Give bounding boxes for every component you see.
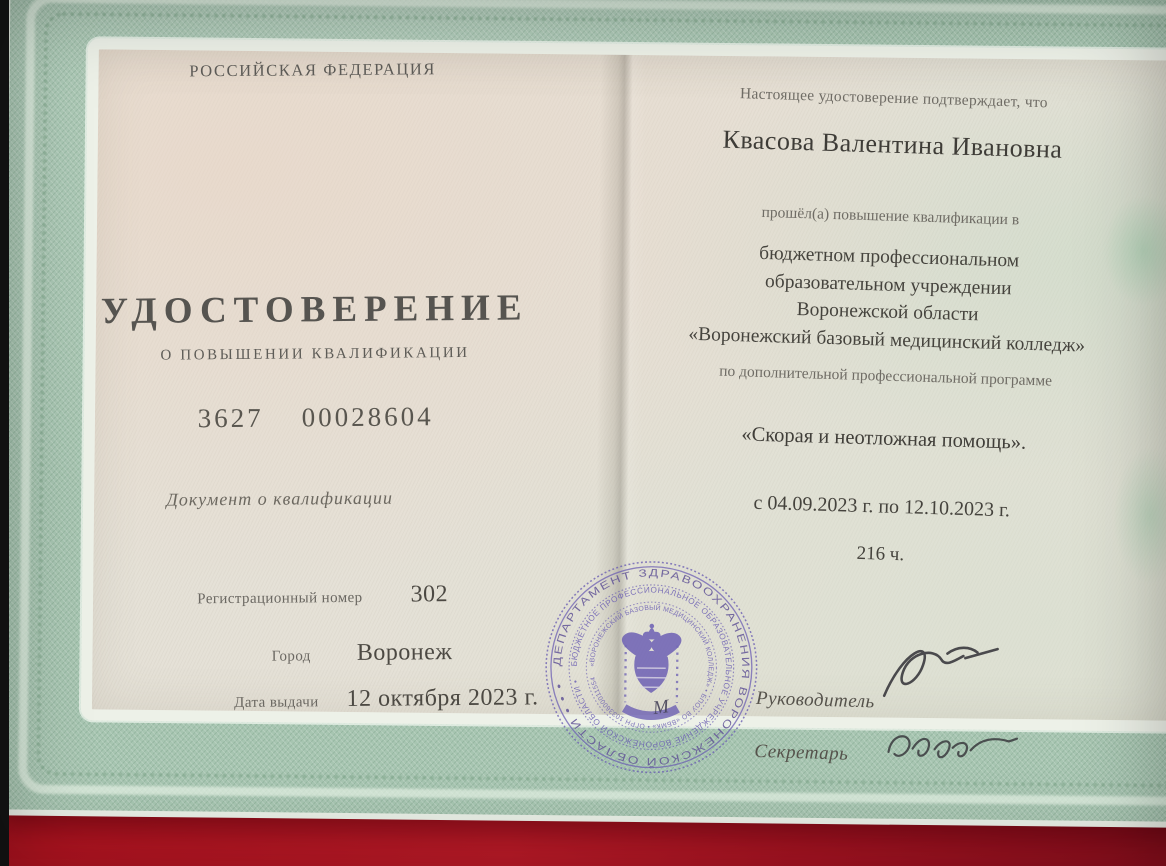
stamp-center-mark: М — [651, 696, 671, 720]
institution-line: Воронежской области — [796, 298, 979, 326]
document-subtitle: О ПОВЫШЕНИИ КВАЛИФИКАЦИИ — [160, 344, 470, 364]
document-blank-number: 00028604 — [301, 401, 434, 433]
confirmation-line: Настоящее удостоверение подтверждает, что — [739, 85, 1049, 112]
certificate-pages — [81, 38, 1166, 768]
head-signature — [868, 633, 1020, 709]
document-series: 3627 — [197, 402, 264, 434]
stamp-middle-ring-text: БЮДЖЕТНОЕ ПРОФЕССИОНАЛЬНОЕ ОБРАЗОВАТЕЛЬНОЕ УЧРЕЖДЕНИЕ ВОРОНЕЖСКОЙ ОБЛАСТИ • — [569, 585, 734, 749]
institution-line: «Воронежский базовый медицинский колледж» — [688, 323, 1086, 357]
official-round-stamp — [540, 556, 762, 778]
secretary-label: Секретарь — [754, 740, 849, 765]
registration-number-row — [197, 581, 448, 610]
city-label: Город — [271, 648, 311, 665]
issue-date-row — [234, 684, 539, 714]
issue-date-value: 12 октября 2023 г. — [346, 684, 539, 713]
training-hours: 216 ч. — [856, 542, 905, 566]
city-row — [272, 639, 453, 668]
stamp-inner-ring-text: «ВОРОНЕЖСКИЙ БАЗОВЫЙ МЕДИЦИНСКИЙ КОЛЛЕДЖ» • БПОУ ВО «ВБМК» • ОГРН 1033600011554 — [588, 604, 714, 730]
document-title: УДОСТОВЕРЕНИЕ — [100, 287, 529, 333]
country-heading: РОССИЙСКАЯ ФЕДЕРАЦИЯ — [189, 59, 437, 81]
holder-name: Квасова Валентина Ивановна — [722, 124, 1063, 164]
city-value: Воронеж — [356, 639, 453, 666]
stamp-outer-ring-text: ДЕПАРТАМЕНТ ЗДРАВООХРАНЕНИЯ ВОРОНЕЖСКОЙ ОБЛАСТИ • • • — [551, 567, 752, 768]
completed-line: прошёл(а) повышение квалификации в — [761, 203, 1020, 229]
stamp-emblem — [621, 623, 681, 693]
registration-number-value: 302 — [410, 581, 449, 608]
institution-line: бюджетном профессиональном — [758, 242, 1020, 272]
left-page — [92, 50, 603, 714]
head-label: Руководитель — [755, 687, 875, 713]
document-number — [96, 400, 536, 435]
training-period: с 04.09.2023 г. по 12.10.2023 г. — [753, 491, 1011, 522]
institution-block — [636, 236, 1139, 361]
document-type-line: Документ о квалификации — [166, 487, 393, 510]
program-label: по дополнительной профессиональной программе — [719, 362, 1053, 390]
photo-dark-edge — [0, 0, 9, 866]
institution-line: образовательном учреждении — [764, 270, 1012, 299]
issue-date-label: Дата выдачи — [234, 694, 319, 711]
program-name: «Скорая и неотложная помощь». — [741, 423, 1027, 454]
secretary-signature — [882, 722, 1024, 782]
registration-number-label: Регистрационный номер — [197, 589, 363, 608]
